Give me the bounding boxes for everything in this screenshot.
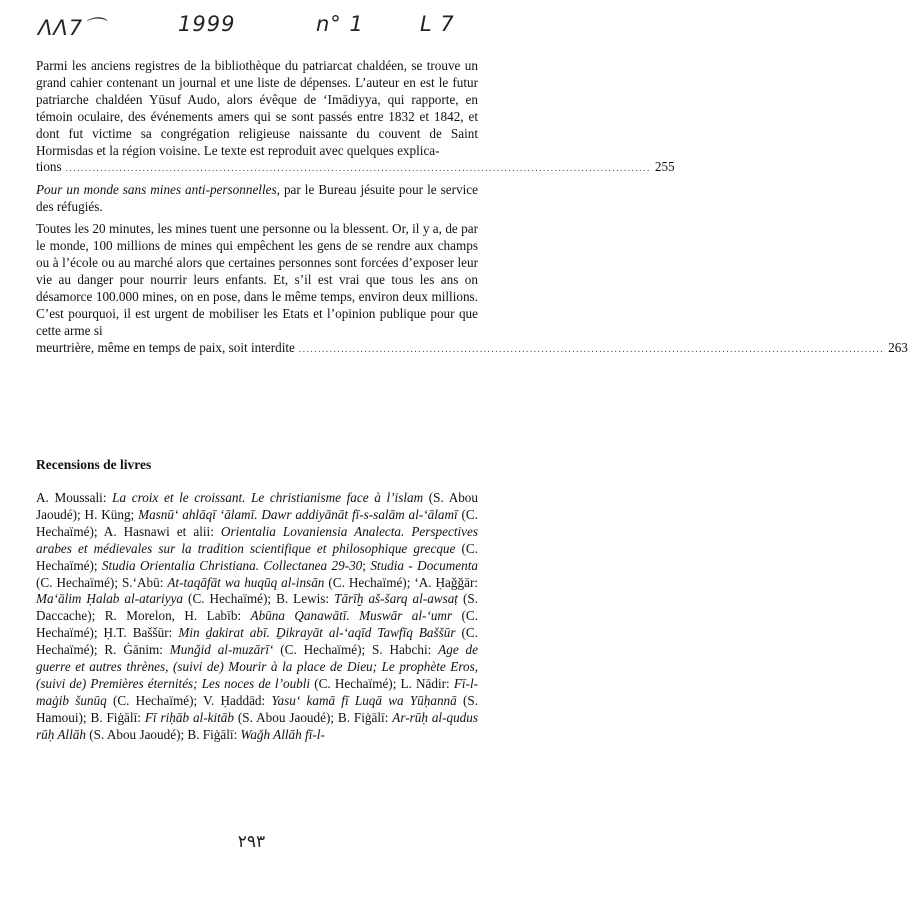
review-title: Abūna Qanawātī. Muswār al-‘umr xyxy=(250,608,453,624)
review-title: Waǧh Allāh fī-l- xyxy=(240,726,325,742)
review-author-text: (C. Hechaïmé); xyxy=(36,540,478,573)
review-title: Masnū‘ ahlāqī ‘ālamī. Dawr addiyānāt fī-s-salām al-‘ālamī xyxy=(138,506,458,522)
toc-entry-1 xyxy=(36,58,675,177)
review-title: Min ḏakirat abī. Ḏikrayāt al-‘aqīd Tawfīq Baššūr xyxy=(178,625,456,641)
review-title: Age de guerre et autres thrènes, (suivi de) Mourir à la place de Dieu; Le prophète Eros, (suivi de) Premières éternités; Les noces de l’oubli xyxy=(36,642,479,691)
review-author-text: (C. Hechaïmé); Ḥ.T. Baššūr: xyxy=(36,608,479,641)
review-author-text: (C. Hechaïmé); L. Nādir: xyxy=(310,675,454,691)
review-author-text: (S. Abou Jaoudé); H. Küng; xyxy=(36,490,478,522)
review-author-text: A. Moussali: xyxy=(36,490,113,505)
review-author-text: (S. Abou Jaoudé); B. Fiġālī: xyxy=(233,709,393,725)
entry-text: Parmi les anciens registres de la bibliothèque du patriarcat chaldéen, se trouve un grand cahier contenant un journal et une liste de dépenses. L’auteur en est le futur patriarche chaldéen Yūsuf Audo, alors évêque de ‘Imādiyya, qui rapporte, en témoin oculaire, des événements amers qui se sont passés entre 1832 et 1842, et dont fut victime sa congrégation religieuse naissante du couvent de Saint Hormisdas et la région voisine. Le texte est reproduit avec quelques explica- xyxy=(36,58,478,158)
review-author-text: (S. Abou Jaoudé); B. Fiġālī: xyxy=(85,726,241,742)
entry-page-number: 263 xyxy=(888,339,908,355)
review-title: Ma‘ālim Ḥalab al-atariyya xyxy=(36,591,184,607)
review-author-text: (C. Hechaïmé); A. Hasnawi et alii: xyxy=(36,506,478,539)
review-title: La croix et le croissant. Le christianisme face à l’islam xyxy=(112,490,424,505)
review-title: Munǧid al-muzārī‘ xyxy=(169,642,274,658)
review-author-text: ; xyxy=(362,557,371,573)
review-title: Studia - Documenta xyxy=(370,557,478,573)
review-title: Fī-l-maġib šunūq xyxy=(36,675,478,708)
entry-leader xyxy=(36,339,908,358)
handwritten-number: n° 1 xyxy=(316,12,364,36)
dot-leader: ........................................................................................................................................................ xyxy=(298,343,885,354)
dot-leader: ........................................................................................................................................................ xyxy=(65,163,651,174)
review-title: Fī riḥāb al-kitāb xyxy=(144,709,234,725)
review-author-text: (C. Hechaïmé); S. Habchi: xyxy=(273,642,439,658)
review-title: Orientalia Lovaniensia Analecta. Perspectives arabes et médievales sur la tradition scientifique et philosophique grecque xyxy=(36,523,478,556)
entry-last-line: tions xyxy=(36,159,62,175)
review-title: Yasu‘ kamā fī Luqā wa Yūḥannā xyxy=(271,692,457,708)
review-title: At-taqāfāt wa huqūq al-insān xyxy=(167,574,325,590)
handwritten-year: 1999 xyxy=(178,12,236,36)
review-title: Studia Orientalia Christiana. Collectanea 29-30 xyxy=(101,557,363,573)
handwritten-ref: ΛΛ7⌒ xyxy=(38,16,106,40)
review-author-text: (C. Hechaïmé); B. Lewis: xyxy=(183,591,335,607)
toc-entries xyxy=(36,58,908,362)
entry-title-italic: Pour un monde sans mines anti-personnelles xyxy=(36,182,277,198)
entry-text: Toutes les 20 minutes, les mines tuent une personne ou la blessent. Or, il y a, de par le monde, 100 millions de mines qui empêchent les gens de se rendre aux champs ou à l’école ou au marché alors que certaines personnes sont forcées d’exposer leur vie au danger pour nourrir leurs enfants. Et, s’il est vrai que tous les ans on désamorce 100.000 mines, on en pose, dans le même temps, environ deux millions. C’est pourquoi, il est urgent de mobiliser les Etats et l’opinion publique pour que cette arme si xyxy=(36,221,478,338)
entry-page-number: 255 xyxy=(654,159,675,175)
review-author-text: (S. Hamoui); B. Fiġālī: xyxy=(36,692,478,725)
section-title: Recensions de livres xyxy=(36,457,152,472)
toc-entry-2 xyxy=(36,182,908,357)
entry-title-rest: , par le Bureau jésuite pour le service des réfugiés. xyxy=(36,182,478,215)
reviews-block xyxy=(36,490,478,744)
reviews-paragraph xyxy=(36,490,478,744)
review-title: Tārīḫ aš-šarq al-awsaṭ xyxy=(334,591,458,607)
entry-last-line: meurtrière, même en temps de paix, soit interdite xyxy=(36,339,295,355)
review-title: Ar-rūḥ al-qudus rūḥ Allāh xyxy=(36,709,478,742)
entry-title xyxy=(36,182,478,216)
review-author-text: (S. Daccache); R. Morelon, H. Labīb: xyxy=(36,591,479,624)
entry-leader xyxy=(36,159,675,177)
review-author-text: (C. Hechaïmé); R. Ġānim: xyxy=(36,625,479,658)
handwritten-code: L 7 xyxy=(420,12,455,36)
page-number-footer: ٢٩٣ xyxy=(237,832,266,852)
review-author-text: (C. Hechaïmé); ‘A. Ḥaǧǧār: xyxy=(324,574,479,590)
review-author-text: (C. Hechaïmé); S.‘Abū: xyxy=(36,574,168,590)
review-author-text: (C. Hechaïmé); V. Ḥaddād: xyxy=(106,692,272,708)
